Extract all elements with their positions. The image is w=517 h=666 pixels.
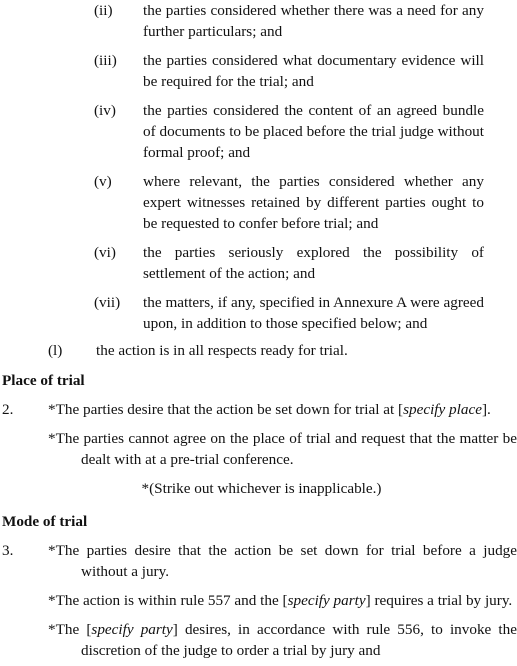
list-item-l [48, 340, 484, 361]
placeholder-specify-party: specify party [91, 621, 173, 638]
list-item-number: (vii) [94, 294, 121, 311]
section-heading-place-of-trial: Place of trial [2, 372, 85, 389]
strike-out-note: *(Strike out whichever is inapplicable.) [141, 480, 382, 497]
list-item [94, 171, 484, 234]
list-item [94, 50, 484, 92]
list-item [94, 242, 484, 284]
paragraph-option-rule-557: *The action is within rule 557 and the [specify party] requires a trial by jury. [48, 592, 513, 609]
list-item [94, 100, 484, 163]
list-item-number: (iv) [94, 102, 116, 119]
paragraph-3 [0, 540, 517, 582]
list-item-text: the parties considered whether there was a need for any further particulars; and [143, 2, 484, 40]
paragraph-number: 3. [2, 542, 14, 559]
list-item-text: where relevant, the parties considered whether any expert witnesses retained by different parties ought to be requested to confer before trial; and [143, 173, 484, 232]
paragraph-option-no-agreement: *The parties cannot agree on the place of trial and request that the matter be dealt with at a pre-trial conference. [48, 430, 517, 468]
list-item-text: the parties seriously explored the possibility of settlement of the action; and [143, 244, 484, 282]
list-item-number: (iii) [94, 52, 117, 69]
paragraph-option-judge-only: *The parties desire that the action be set down for trial before a judge without a jury. [48, 542, 517, 580]
roman-list [0, 0, 489, 334]
placeholder-specify-party: specify party [287, 592, 366, 609]
list-item-number: (ii) [94, 2, 113, 19]
list-item [94, 292, 484, 334]
list-item-text: the matters, if any, specified in Annexure A were agreed upon, in addition to those specified below; and [143, 294, 484, 332]
list-item-number: (l) [48, 342, 63, 359]
section-heading-mode-of-trial: Mode of trial [2, 513, 88, 530]
paragraph-2 [0, 399, 489, 420]
placeholder-specify-place: specify place [403, 401, 482, 418]
list-item-text: the action is in all respects ready for trial. [96, 342, 348, 359]
paragraph-number: 2. [2, 401, 14, 418]
list-item-number: (v) [94, 173, 112, 190]
list-item-text: the parties considered the content of an agreed bundle of documents to be placed before the trial judge without formal proof; and [143, 102, 484, 161]
list-item-text: the parties considered what documentary evidence will be required for the trial; and [143, 52, 484, 90]
list-item [94, 0, 484, 42]
list-item-number: (vi) [94, 244, 116, 261]
paragraph-option-place: *The parties desire that the action be set down for trial at [specify place]. [48, 401, 491, 418]
paragraph-option-rule-556: *The [specify party] desires, in accordance with rule 556, to invoke the discretion of the judge to order a trial by jury and [48, 621, 517, 659]
